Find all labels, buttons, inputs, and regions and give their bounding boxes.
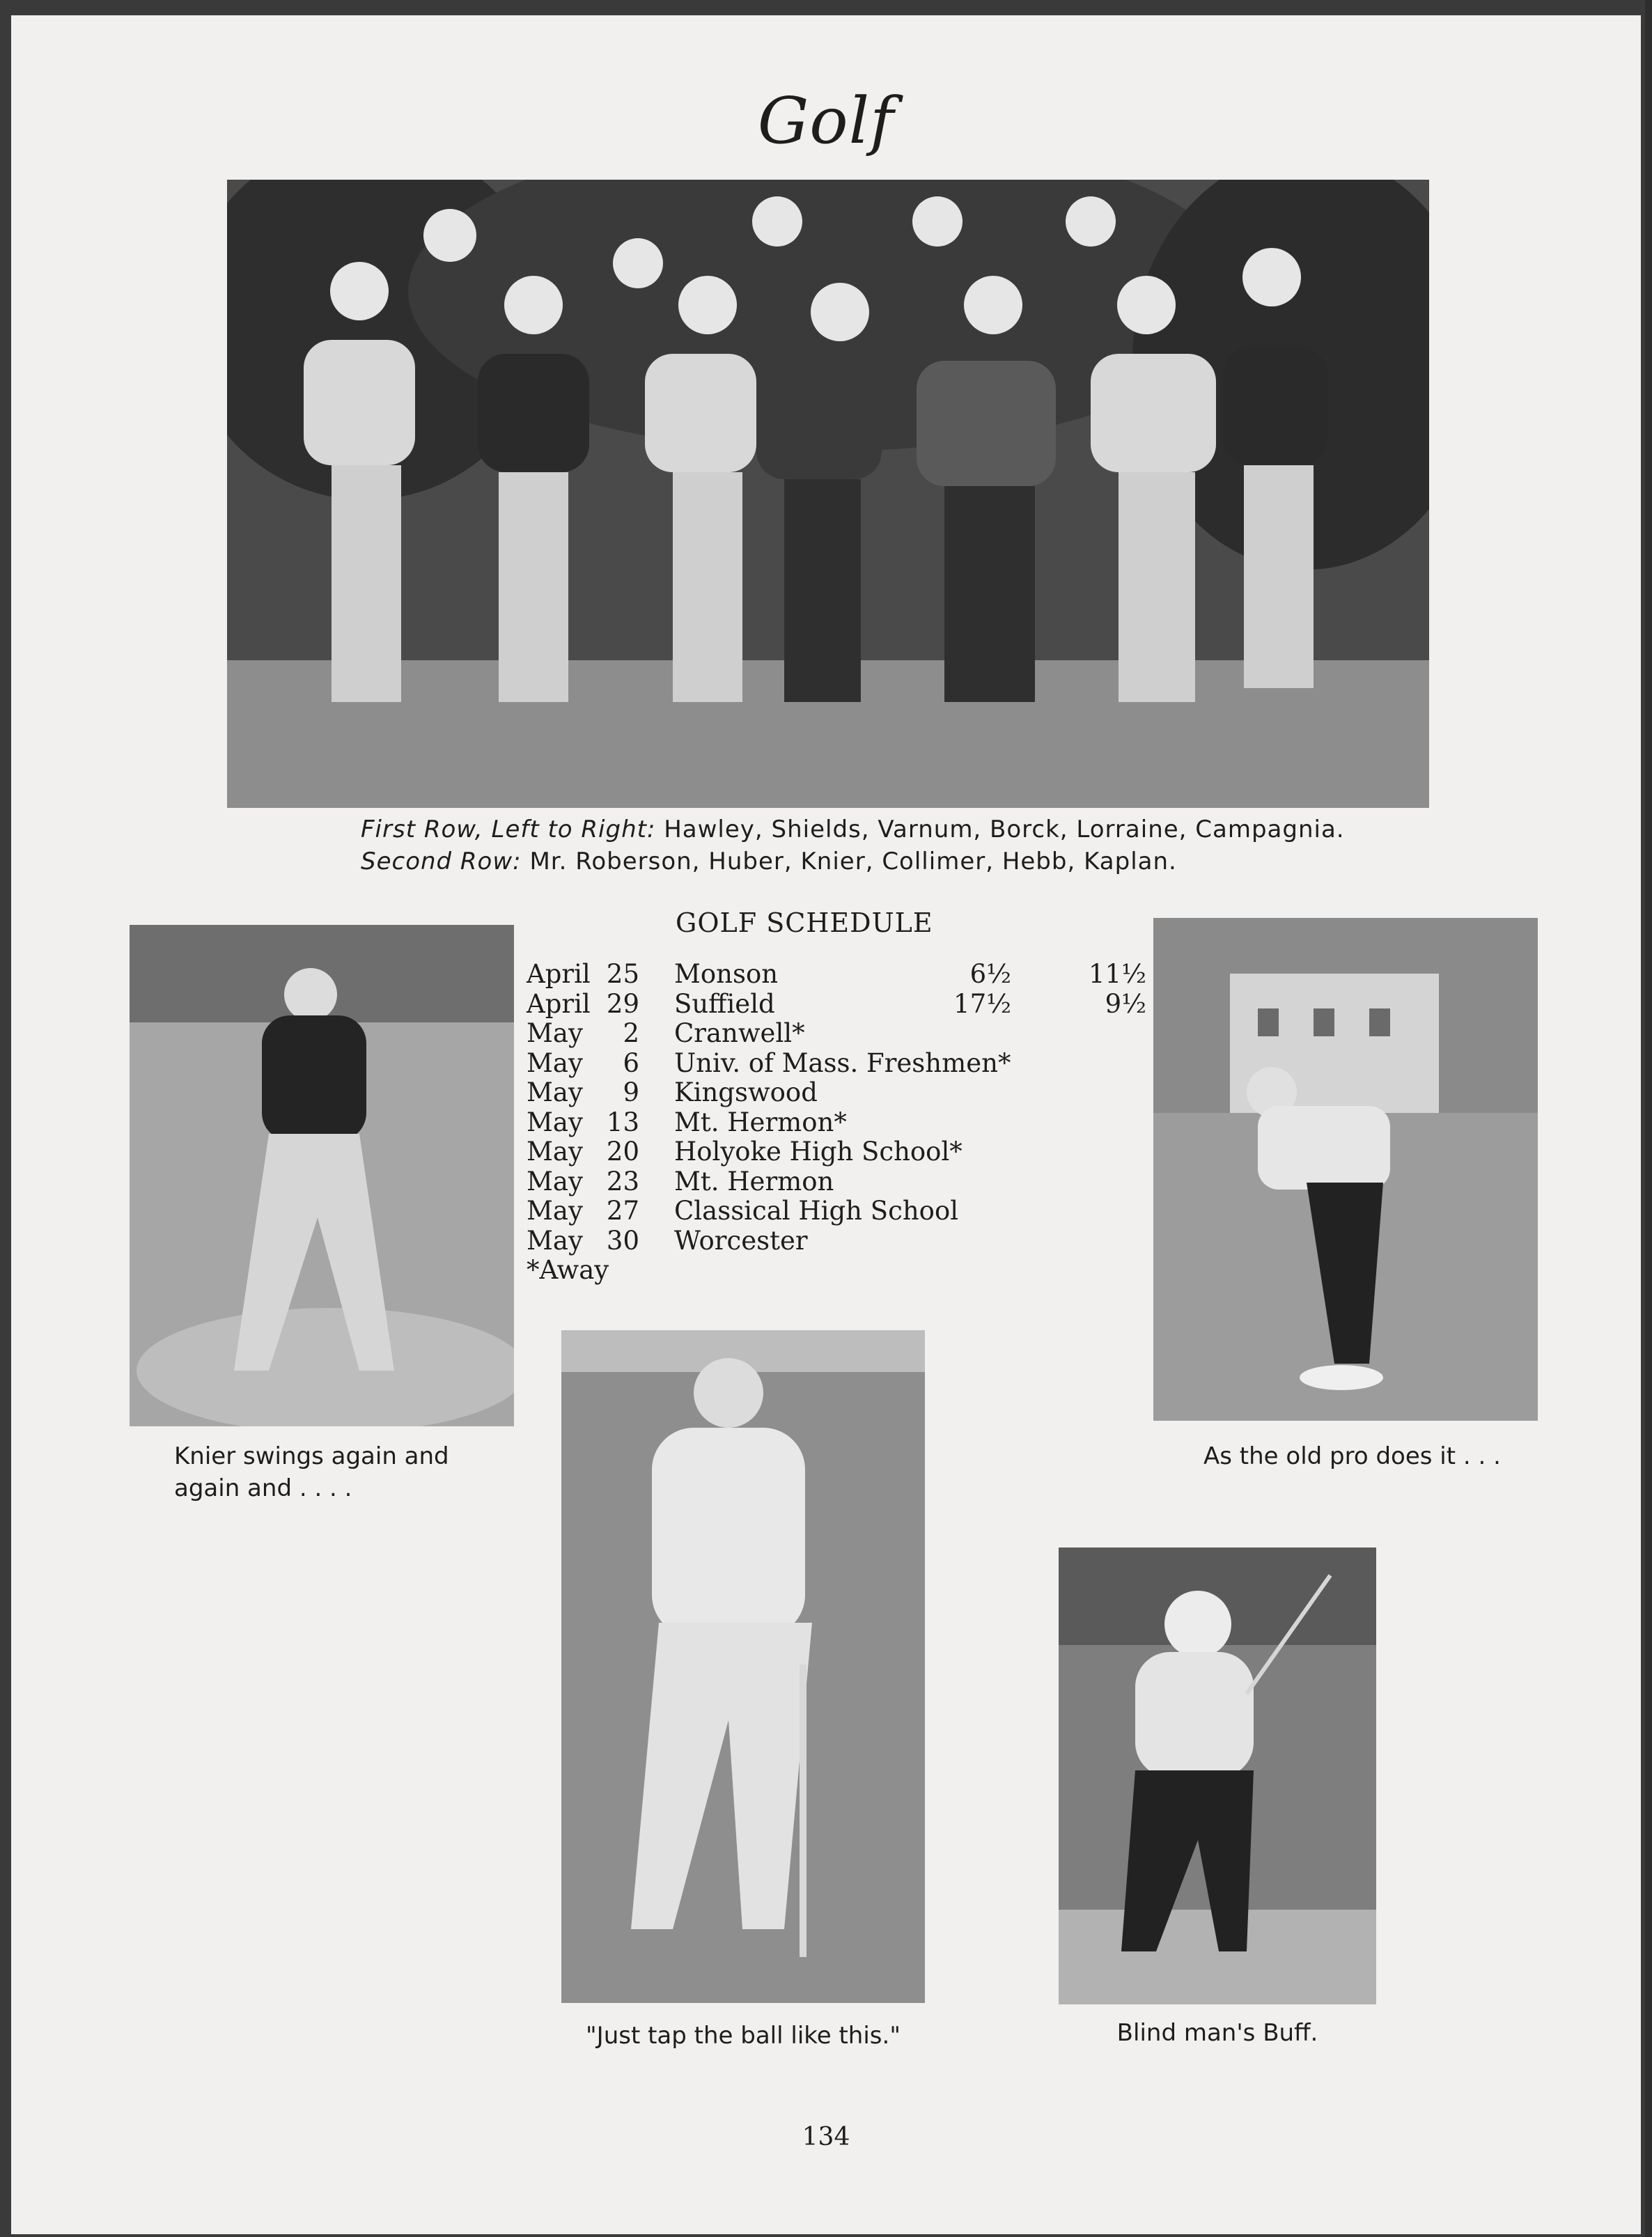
schedule-row: May 23 Mt. Hermon <box>527 1166 834 1197</box>
caption-first-row: First Row, Left to Right: Hawley, Shields, Varnum, Borck, Lorraine, Campagnia. <box>361 816 1345 843</box>
schedule-row: April 29 Suffield 17½ 9½ <box>527 988 1146 1019</box>
schedule-row: May 13 Mt. Hermon* <box>527 1107 847 1137</box>
old-pro-caption: As the old pro does it . . . <box>1203 1442 1501 1470</box>
schedule-row: May 30 Worcester <box>527 1225 808 1256</box>
caption-second-row: Second Row: Mr. Roberson, Huber, Knier, Collimer, Hebb, Kaplan. <box>361 848 1177 875</box>
schedule-row: May 27 Classical High School <box>527 1196 959 1226</box>
page-number: 134 <box>802 2123 850 2151</box>
schedule-row: May 20 Holyoke High School* <box>527 1137 963 1167</box>
golf-schedule <box>527 959 1146 1285</box>
knier-caption: Knier swings again and again and . . . . <box>174 1442 449 1502</box>
page-edge-shadow <box>1645 0 1652 2237</box>
schedule-row: May 9 Kingswood <box>527 1077 818 1107</box>
blind-mans-buff-photo <box>1059 1548 1376 2004</box>
old-pro-photo <box>1153 918 1538 1421</box>
schedule-row: May 2 Cranwell* <box>527 1018 805 1048</box>
away-footnote: *Away <box>527 1255 609 1285</box>
tap-caption: "Just tap the ball like this." <box>586 2022 901 2050</box>
schedule-row: May 6 Univ. of Mass. Freshmen* <box>527 1047 1011 1078</box>
schedule-row: April 25 Monson 6½ 11½ <box>527 959 1146 989</box>
buff-caption: Blind man's Buff. <box>1116 2019 1318 2047</box>
team-photo <box>227 180 1429 808</box>
knier-swing-photo <box>130 925 514 1426</box>
tap-the-ball-photo <box>561 1330 925 2003</box>
schedule-heading: GOLF SCHEDULE <box>676 907 933 938</box>
page-title: Golf <box>757 84 895 158</box>
team-photo-caption <box>361 813 1405 878</box>
